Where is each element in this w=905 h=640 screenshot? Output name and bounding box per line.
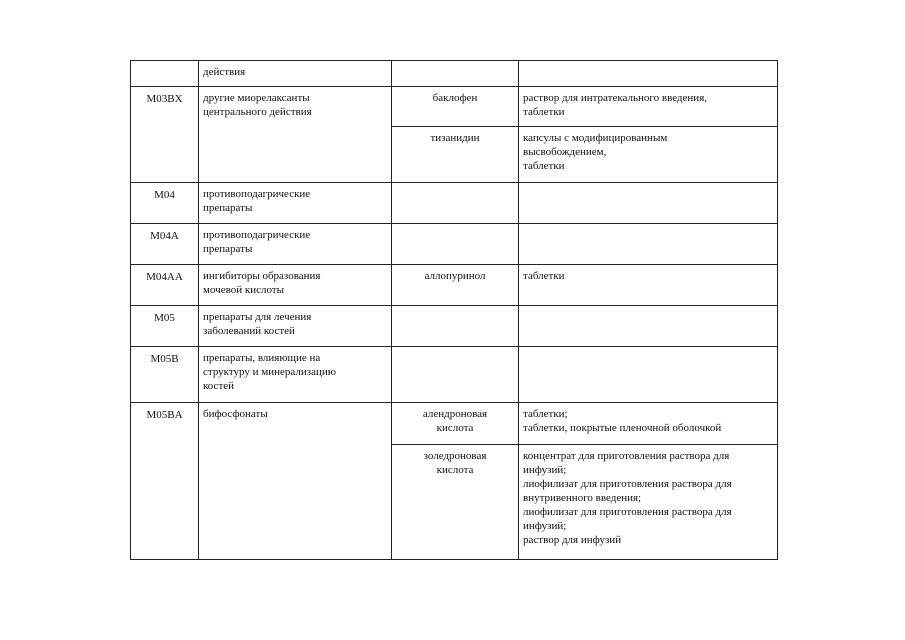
text-line: другие миорелаксанты	[203, 92, 310, 104]
text-line: ингибиторы образования	[203, 270, 321, 282]
text-line: центрального действия	[203, 106, 312, 118]
table-row	[131, 347, 778, 403]
drug-name-cell	[392, 445, 519, 560]
table-row	[131, 403, 778, 445]
drug-name-cell	[392, 347, 519, 403]
group-name-cell	[199, 183, 392, 224]
text-line: тизанидин	[430, 132, 480, 144]
atc-code-cell: M05BA	[131, 403, 199, 560]
medication-table-body	[131, 61, 778, 560]
text-line: кислота	[436, 464, 474, 476]
dosage-form-cell	[519, 224, 778, 265]
text-line: концентрат для приготовления раствора для	[523, 450, 730, 462]
text-line: таблетки	[523, 106, 565, 118]
atc-code-cell: M04A	[131, 224, 199, 265]
text-line: таблетки, покрытые пленочной оболочкой	[523, 422, 722, 434]
table-row	[131, 61, 778, 87]
atc-code-cell: M04	[131, 183, 199, 224]
text-line: препараты	[203, 243, 253, 255]
text-line: заболеваний костей	[203, 325, 295, 337]
atc-code-cell: M04AA	[131, 265, 199, 306]
text-line: золедроновая	[423, 450, 487, 462]
text-line: структуру и минерализацию	[203, 366, 336, 378]
text-line: раствор для инфузий	[523, 534, 622, 546]
dosage-form-cell	[519, 445, 778, 560]
text-line: внутривенного введения;	[523, 492, 642, 504]
text-line: высвобождением,	[523, 146, 607, 158]
text-line: баклофен	[432, 92, 478, 104]
text-line: кислота	[436, 422, 474, 434]
atc-code-cell: M05	[131, 306, 199, 347]
text-line: таблетки	[523, 270, 565, 282]
text-line: препараты для лечения	[203, 311, 312, 323]
group-name-cell	[199, 61, 392, 87]
text-line: противоподагрические	[203, 229, 311, 241]
table-row	[131, 224, 778, 265]
text-line: капсулы с модифицированным	[523, 132, 668, 144]
drug-name-cell	[392, 61, 519, 87]
group-name-cell	[199, 306, 392, 347]
dosage-form-cell	[519, 183, 778, 224]
table-row	[131, 265, 778, 306]
drug-name-cell	[392, 403, 519, 445]
group-name-cell	[199, 347, 392, 403]
text-line: таблетки;	[523, 408, 568, 420]
text-line: лиофилизат для приготовления раствора для	[523, 478, 732, 490]
group-name-cell	[199, 403, 392, 560]
text-line: бифосфонаты	[203, 408, 268, 420]
group-name-cell	[199, 265, 392, 306]
dosage-form-cell	[519, 306, 778, 347]
table-row	[131, 87, 778, 127]
drug-name-cell	[392, 183, 519, 224]
table-row	[131, 183, 778, 224]
atc-code-cell: M05B	[131, 347, 199, 403]
drug-name-cell	[392, 224, 519, 265]
dosage-form-cell	[519, 403, 778, 445]
text-line: инфузий;	[523, 464, 567, 476]
dosage-form-cell	[519, 87, 778, 127]
table-row	[131, 306, 778, 347]
text-line: противоподагрические	[203, 188, 311, 200]
text-line: раствор для интратекального введения,	[523, 92, 707, 104]
text-line: действия	[203, 66, 246, 78]
dosage-form-cell	[519, 347, 778, 403]
text-line: аллопуринол	[424, 270, 486, 282]
text-line: алендроновая	[422, 408, 488, 420]
text-line: костей	[203, 380, 235, 392]
group-name-cell	[199, 224, 392, 265]
drug-name-cell	[392, 265, 519, 306]
text-line: препараты	[203, 202, 253, 214]
medication-table	[130, 60, 778, 560]
text-line: таблетки	[523, 160, 565, 172]
text-line: инфузий;	[523, 520, 567, 532]
dosage-form-cell	[519, 265, 778, 306]
text-line: лиофилизат для приготовления раствора для	[523, 506, 732, 518]
atc-code-cell	[131, 61, 199, 87]
atc-code-cell: M03BX	[131, 87, 199, 183]
drug-name-cell	[392, 306, 519, 347]
dosage-form-cell	[519, 61, 778, 87]
drug-name-cell	[392, 127, 519, 183]
dosage-form-cell	[519, 127, 778, 183]
text-line: мочевой кислоты	[203, 284, 285, 296]
text-line: препараты, влияющие на	[203, 352, 321, 364]
drug-name-cell	[392, 87, 519, 127]
group-name-cell	[199, 87, 392, 183]
